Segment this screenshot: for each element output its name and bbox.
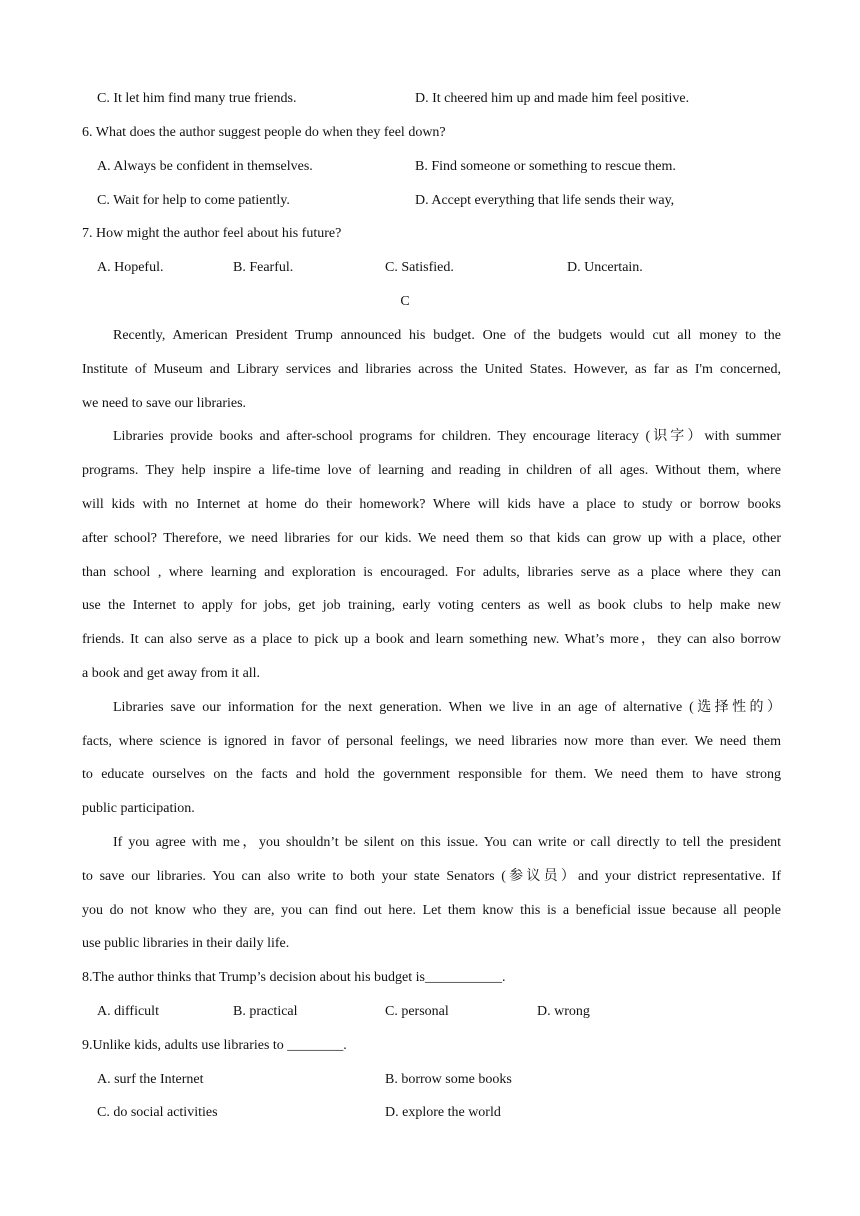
q8-option-b: B. practical	[233, 1004, 298, 1019]
passage-line: use the Internet to apply for jobs, get job training, early voting centers as well as book clubs to help make new	[82, 598, 781, 613]
passage-line: to educate ourselves on the facts and hold the government responsible for them. We need them to have strong	[82, 767, 781, 782]
passage-line: If you agree with me，you shouldn’t be silent on this issue. You can write or call directly to tell the president	[113, 835, 781, 850]
q9-option-c: C. do social activities	[97, 1105, 218, 1120]
q7-stem: 7. How might the author feel about his future?	[82, 226, 342, 241]
q6-option-a: A. Always be confident in themselves.	[97, 159, 313, 174]
q8-stem: 8.The author thinks that Trump’s decision about his budget is___________.	[82, 970, 506, 985]
passage-line: will kids with no Internet at home do their homework? Where will kids have a place to study or borrow books	[82, 497, 781, 512]
q9-option-b: B. borrow some books	[385, 1072, 512, 1087]
passage-line: facts, where science is ignored in favor of personal feelings, we need libraries now more than ever. We need them	[82, 734, 781, 749]
passage-line: Recently, American President Trump announced his budget. One of the budgets would cut all money to the	[113, 328, 781, 343]
q9-option-a: A. surf the Internet	[97, 1072, 204, 1087]
q9-stem: 9.Unlike kids, adults use libraries to ________.	[82, 1038, 347, 1053]
passage-line: a book and get away from it all.	[82, 666, 261, 681]
q9-option-d: D. explore the world	[385, 1105, 501, 1120]
q8-option-c: C. personal	[385, 1004, 449, 1019]
q6-option-d: D. Accept everything that life sends their way,	[415, 193, 675, 208]
passage-line: Institute of Museum and Library services and libraries across the United States. However, as far as I'm concerned,	[82, 362, 781, 377]
passage-line: after school? Therefore, we need libraries for our kids. We need them so that kids can grow up with a place, other	[82, 531, 781, 546]
passage-line: to save our libraries. You can also write to both your state Senators (参议员）and your district representative. If	[82, 869, 781, 884]
q7-option-d: D. Uncertain.	[567, 260, 643, 275]
q6-stem: 6. What does the author suggest people do when they feel down?	[82, 125, 446, 140]
passage-line: programs. They help inspire a life-time love of learning and reading in children of all ages. Without them, where	[82, 463, 781, 478]
passage-line: use public libraries in their daily life.	[82, 936, 290, 951]
passage-line: you do not know who they are, you can find out here. Let them know this is a beneficial issue because all people	[82, 903, 781, 918]
passage-line: Libraries save our information for the next generation. When we live in an age of alternative (选择性的）	[113, 700, 781, 715]
q6-option-b: B. Find someone or something to rescue them.	[415, 159, 676, 174]
q5-option-d: D. It cheered him up and made him feel positive.	[415, 91, 690, 106]
passage-line: Libraries provide books and after-school programs for children. They encourage literacy (识字）with summer	[113, 429, 781, 444]
q6-option-c: C. Wait for help to come patiently.	[97, 193, 290, 208]
q7-option-b: B. Fearful.	[233, 260, 294, 275]
passage-line: friends. It can also serve as a place to pick up a book and learn something new. What’s more，they can also borrow	[82, 632, 781, 647]
passage-line: we need to save our libraries.	[82, 396, 247, 411]
q5-option-c: C. It let him find many true friends.	[97, 91, 297, 106]
passage-line: public participation.	[82, 801, 195, 816]
passage-line: than school , where learning and exploration is encouraged. For adults, libraries serve as a place where they can	[82, 565, 781, 580]
q8-option-d: D. wrong	[537, 1004, 590, 1019]
q7-option-c: C. Satisfied.	[385, 260, 454, 275]
q8-option-a: A. difficult	[97, 1004, 159, 1019]
q7-option-a: A. Hopeful.	[97, 260, 164, 275]
passage-heading: C	[400, 294, 410, 309]
